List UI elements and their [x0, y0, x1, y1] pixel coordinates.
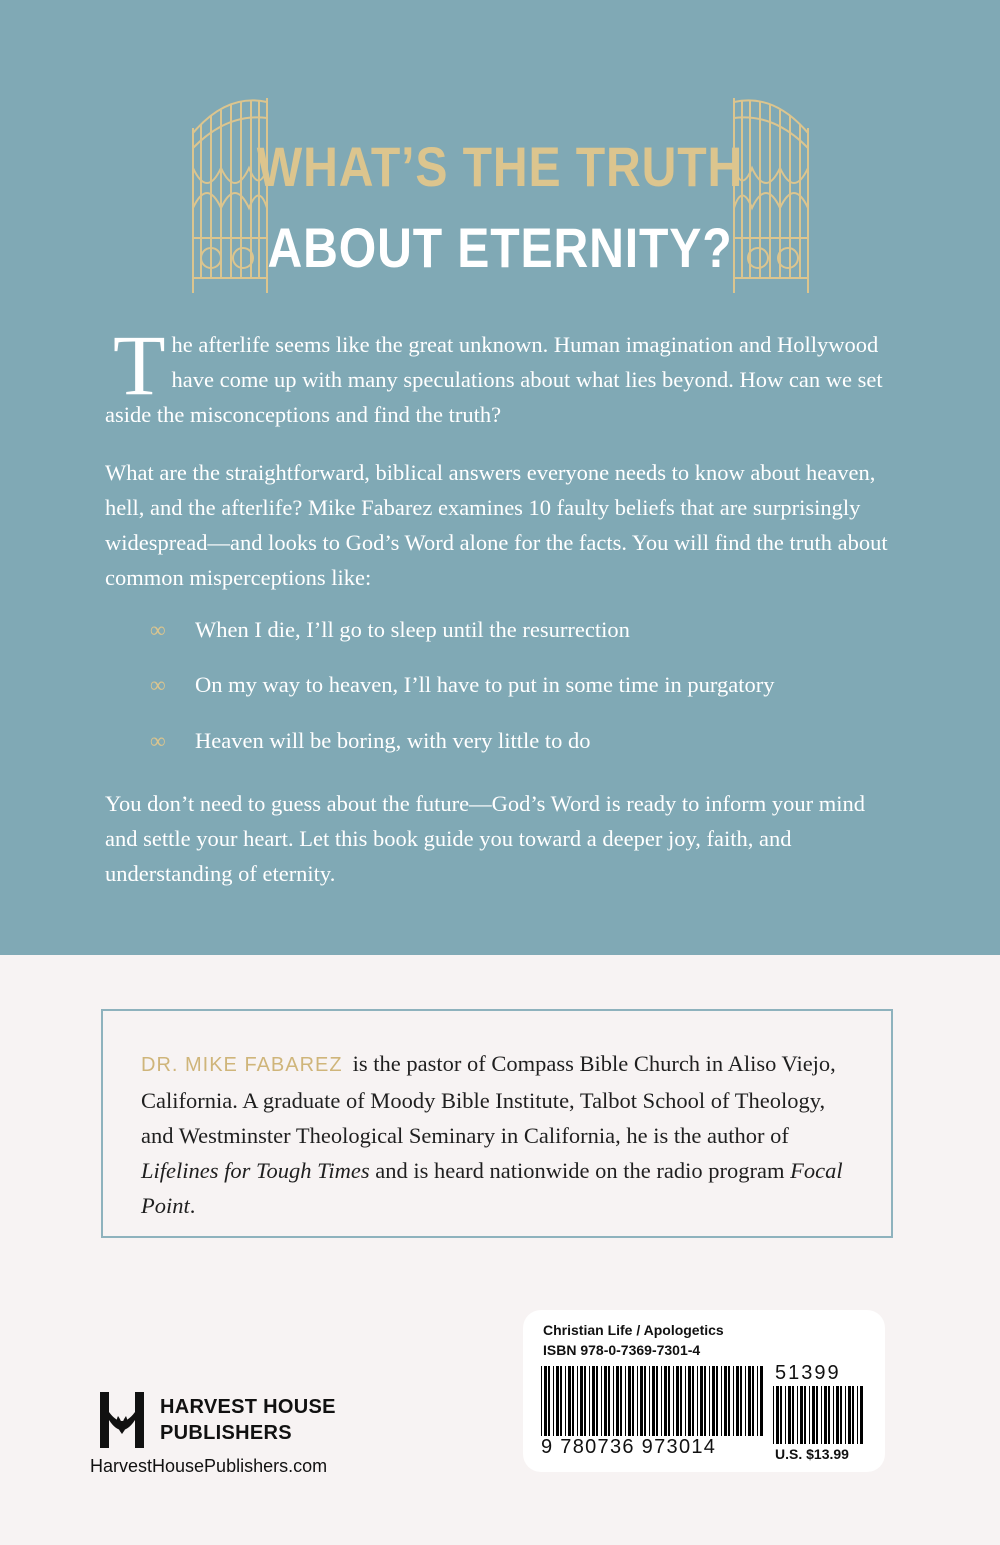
- barcode-bar: [716, 1366, 718, 1436]
- barcode-bar: [656, 1366, 658, 1436]
- barcode-bar: [848, 1386, 851, 1444]
- infinity-icon: ∞: [150, 728, 166, 753]
- barcode-bar: [572, 1366, 574, 1436]
- barcode-bar: [685, 1366, 686, 1436]
- barcode-bar: [568, 1366, 571, 1436]
- barcode-bar: [680, 1366, 682, 1436]
- barcode-bar: [840, 1386, 842, 1444]
- infinity-icon: ∞: [150, 672, 166, 697]
- barcode-bar: [792, 1386, 794, 1444]
- barcode-bar: [556, 1366, 559, 1436]
- barcode-bar: [649, 1366, 650, 1436]
- barcode-bar: [785, 1386, 786, 1444]
- barcode-bar: [748, 1366, 751, 1436]
- author-name: DR. MIKE FABAREZ: [141, 1054, 343, 1076]
- barcode-bar: [833, 1386, 834, 1444]
- barcode-bar: [704, 1366, 706, 1436]
- barcode-bar: [604, 1366, 607, 1436]
- headline-line-1: WHAT’S THE TRUTH: [256, 135, 744, 198]
- barcode-bar: [757, 1366, 758, 1436]
- barcode-bar: [596, 1366, 598, 1436]
- barcode-bar: [692, 1366, 694, 1436]
- barcode-bar: [857, 1386, 858, 1444]
- publisher-name-line-2: PUBLISHERS: [160, 1422, 292, 1444]
- barcode-bar: [601, 1366, 602, 1436]
- barcode-bar: [812, 1386, 815, 1444]
- barcode-bar: [688, 1366, 691, 1436]
- barcode-bar: [577, 1366, 578, 1436]
- publisher-url: HarvestHousePublishers.com: [90, 1456, 328, 1476]
- barcode-bar: [592, 1366, 595, 1436]
- price-supplement-barcode: [773, 1386, 865, 1444]
- barcode-bar: [640, 1366, 643, 1436]
- barcode-bar: [816, 1386, 818, 1444]
- barcode-bar: [637, 1366, 638, 1436]
- intro-paragraph-2: What are the straightforward, biblical answers everyone needs to know about heaven, hell, and the afterlife? Mike Fabarez examines 10 faulty beliefs that are surprisingly widespread—and looks to God’s Word alone for the facts. You will find the truth about common misperceptions like:: [105, 460, 888, 590]
- barcode-bar: [740, 1366, 742, 1436]
- publisher-name-line-1: HARVEST HOUSE: [160, 1396, 336, 1418]
- barcode-bar: [580, 1366, 583, 1436]
- list-item: [150, 726, 591, 756]
- isbn-barcode: [541, 1366, 765, 1436]
- barcode-bar: [745, 1366, 746, 1436]
- barcode-bar: [632, 1366, 634, 1436]
- publisher-block: [90, 1390, 390, 1490]
- barcode-bar: [661, 1366, 662, 1436]
- price-label: U.S. $13.99: [775, 1446, 849, 1462]
- supplement-code: 51399: [775, 1362, 841, 1384]
- barcode-bar: [800, 1386, 803, 1444]
- barcode-bar: [620, 1366, 622, 1436]
- barcode-bar: [553, 1366, 554, 1436]
- barcode-bar: [628, 1366, 631, 1436]
- barcode-bar: [700, 1366, 703, 1436]
- list-item-text: On my way to heaven, I’ll have to put in some time in purgatory: [195, 672, 775, 697]
- barcode-bar: [709, 1366, 710, 1436]
- barcode-bar: [668, 1366, 670, 1436]
- barcode-panel: [523, 1310, 885, 1472]
- barcode-bar: [589, 1366, 590, 1436]
- barcode-bar: [760, 1366, 763, 1436]
- barcode-bar: [548, 1366, 550, 1436]
- barcode-bar: [608, 1366, 610, 1436]
- barcode-bar: [541, 1366, 542, 1436]
- barcode-bar: [724, 1366, 727, 1436]
- barcode-bar: [860, 1386, 863, 1444]
- barcode-bar: [728, 1366, 730, 1436]
- barcode-bar: [560, 1366, 562, 1436]
- barcode-bar: [836, 1386, 839, 1444]
- barcode-bar: [773, 1386, 774, 1444]
- barcode-bar: [824, 1386, 827, 1444]
- drop-cap: T: [113, 317, 166, 413]
- list-item-text: When I die, I’ll go to sleep until the resurrection: [195, 617, 630, 642]
- barcode-bar: [712, 1366, 715, 1436]
- barcode-bar: [664, 1366, 667, 1436]
- barcode-bar: [644, 1366, 646, 1436]
- list-item: [150, 670, 774, 700]
- barcode-bar: [673, 1366, 674, 1436]
- infinity-icon: ∞: [150, 617, 166, 642]
- barcode-bar: [733, 1366, 734, 1436]
- barcode-bar: [809, 1386, 810, 1444]
- book-title-lifelines: Lifelines for Tough Times: [141, 1158, 370, 1183]
- barcode-bar: [828, 1386, 830, 1444]
- barcode-digits: 9 780736 973014: [541, 1436, 717, 1458]
- author-bio-box: [101, 1009, 893, 1238]
- barcode-bar: [776, 1386, 779, 1444]
- bio-text-part: and is heard nationwide on the radio program: [369, 1158, 791, 1183]
- barcode-bar: [584, 1366, 586, 1436]
- barcode-bar: [544, 1366, 547, 1436]
- list-item-text: Heaven will be boring, with very little to do: [195, 728, 591, 753]
- barcode-bar: [625, 1366, 626, 1436]
- barcode-bar: [652, 1366, 655, 1436]
- barcode-bar: [797, 1386, 798, 1444]
- intro-paragraph-1: [105, 317, 895, 432]
- barcode-bar: [821, 1386, 822, 1444]
- intro-paragraph-1-text: he afterlife seems like the great unknown. Human imagination and Hollywood have come up with many speculations about what lies beyond. How can we set aside the misconceptions and find the truth?: [105, 332, 883, 427]
- barcode-bar: [613, 1366, 614, 1436]
- barcode-bar: [788, 1386, 791, 1444]
- bio-text-part: .: [189, 1193, 196, 1218]
- barcode-bar: [676, 1366, 679, 1436]
- harvest-house-logo-icon: [98, 1390, 146, 1450]
- barcode-bar: [697, 1366, 698, 1436]
- category-label: Christian Life / Apologetics: [543, 1322, 724, 1338]
- barcode-bar: [852, 1386, 854, 1444]
- headline-line-2: ABOUT ETERNITY?: [267, 216, 733, 279]
- radio-program-title: Focal Point: [141, 1158, 843, 1218]
- barcode-bar: [721, 1366, 722, 1436]
- bio-text-part: is the pastor of Compass Bible Church in Aliso Viejo, California. A graduate of Moody Bible Institute, Talbot School of Theology, and Westminster Theological Seminary in California, he is the author of: [141, 1051, 836, 1148]
- author-bio-text: [141, 1046, 861, 1223]
- intro-paragraph-3: You don’t need to guess about the future—God’s Word is ready to inform your mind and settle your heart. Let this book guide you toward a deeper joy, faith, and understanding of eternity.: [105, 791, 865, 886]
- isbn-label: ISBN 978-0-7369-7301-4: [543, 1342, 701, 1358]
- barcode-bar: [565, 1366, 566, 1436]
- barcode-bar: [804, 1386, 806, 1444]
- barcode-bar: [752, 1366, 754, 1436]
- barcode-bar: [845, 1386, 846, 1444]
- list-item: [150, 615, 630, 645]
- barcode-bar: [736, 1366, 739, 1436]
- barcode-bar: [780, 1386, 782, 1444]
- barcode-bar: [616, 1366, 619, 1436]
